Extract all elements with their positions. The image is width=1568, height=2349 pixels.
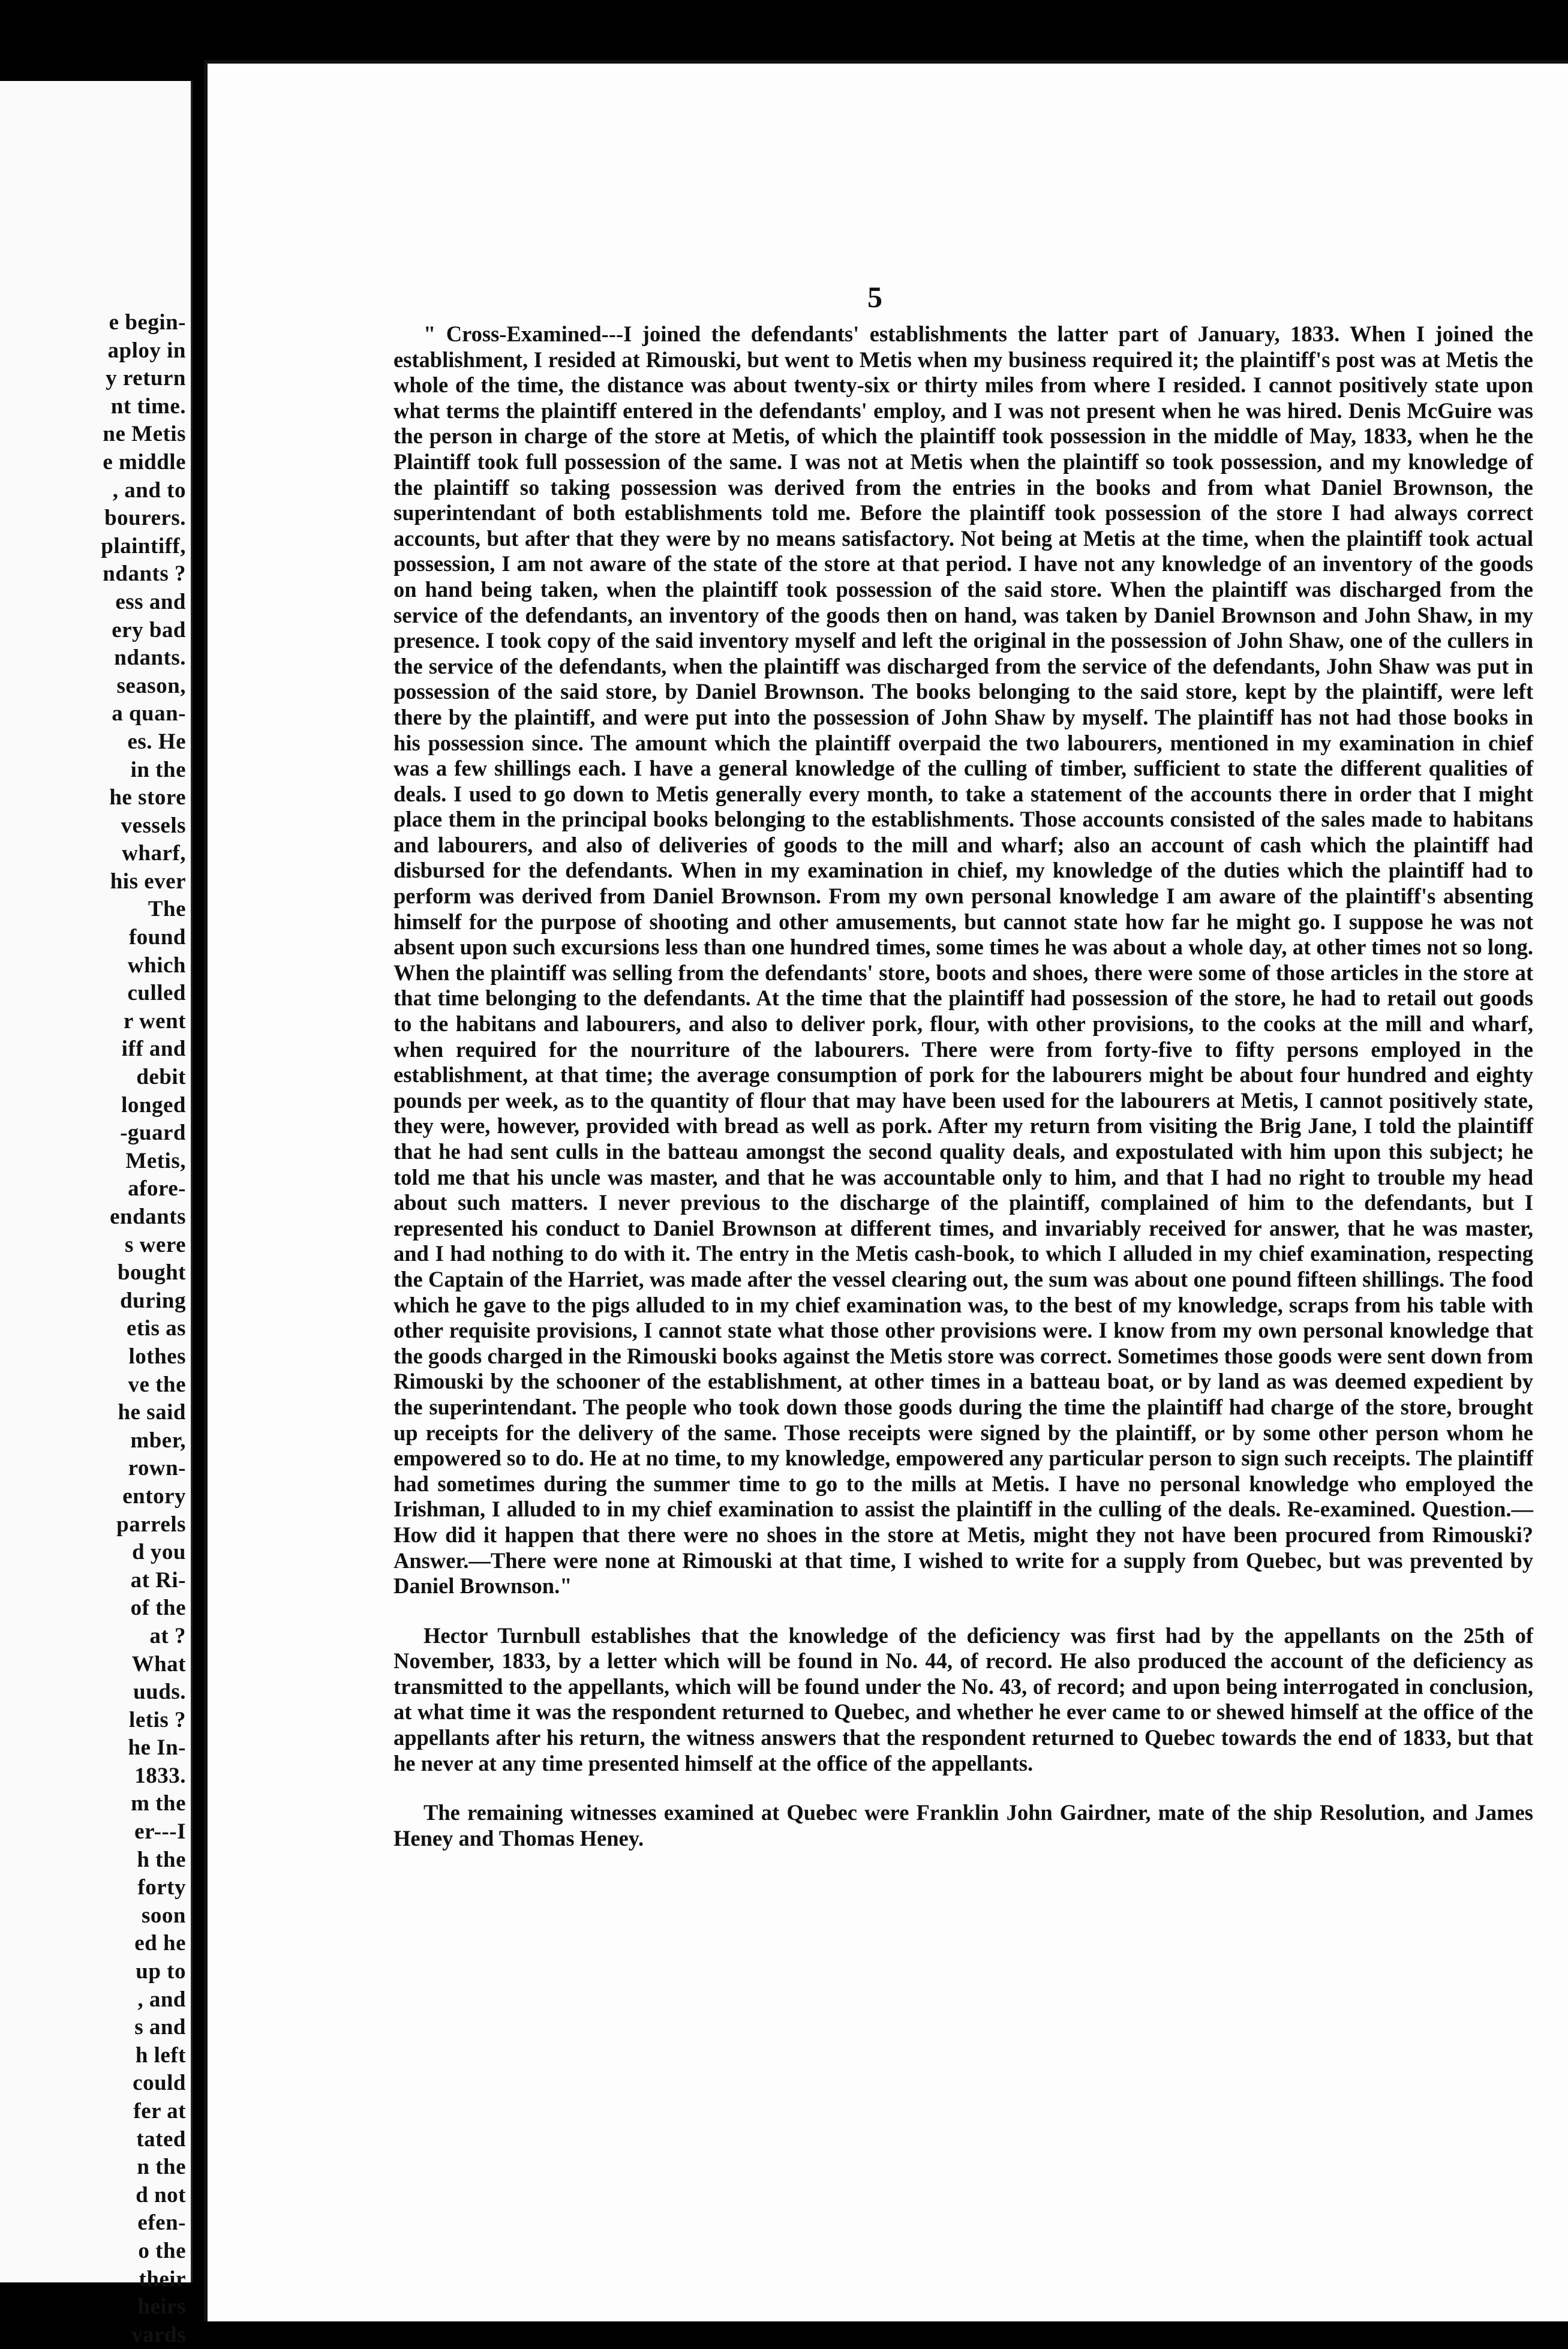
facing-page-line: bourers. xyxy=(104,506,186,531)
facing-page-line: fer at xyxy=(133,2099,186,2123)
facing-page-line: of the xyxy=(130,1596,186,1621)
page-number: 5 xyxy=(867,280,882,314)
facing-page-line: entory xyxy=(122,1483,186,1509)
facing-page-line: r went xyxy=(123,1008,186,1034)
facing-page-line: rown- xyxy=(128,1456,186,1481)
facing-page-line: up to xyxy=(136,1959,186,1984)
facing-page-line: 1833. xyxy=(134,1763,186,1788)
facing-page-line: his ever xyxy=(110,869,186,894)
facing-page-line: vards xyxy=(131,2322,186,2347)
facing-page-line: vessels xyxy=(121,813,186,838)
facing-page-line: ve the xyxy=(128,1372,186,1397)
facing-page-line: heirs xyxy=(137,2294,186,2320)
facing-page-line: What xyxy=(131,1651,186,1677)
facing-page-line: season, xyxy=(116,673,186,698)
facing-page-line: h the xyxy=(137,1847,186,1872)
facing-page-line: h left xyxy=(135,2042,186,2068)
facing-page-line: at Ri- xyxy=(130,1567,186,1593)
turnbull-paragraph: Hector Turnbull establishes that the knowledge of the deficiency was first had by the appellants on the 25th of November, 1833, by a letter which will be found in No. 44, of record. He also produced the account of the deficiency as transmitted to the appellants, which will be found under the No. 43, of record; and upon being interrogated in conclusion, at what time it was the respondent returned to Quebec, and whether he ever came to or shewed himself at the office of the appellants after his return, the witness answers that the respondent returned to Quebec towards the end of 1833, but that he never at any time presented himself at the office of the appellants. xyxy=(393,1623,1533,1776)
facing-page-line: d you xyxy=(132,1540,186,1565)
facing-page-line: he said xyxy=(118,1400,186,1425)
facing-page-line: tated xyxy=(136,2126,186,2152)
remaining-witnesses-paragraph: The remaining witnesses examined at Quebec were Franklin John Gairdner, mate of the ship Resolution, and James Heney and Thomas Heney. xyxy=(393,1800,1533,1851)
facing-page-line: The xyxy=(148,897,186,922)
facing-page-line: uuds. xyxy=(133,1680,186,1705)
facing-page-fragment xyxy=(0,81,193,2347)
facing-page-line: o the xyxy=(138,2238,186,2263)
facing-page-line: afore- xyxy=(128,1176,186,1201)
facing-page-line: ne Metis xyxy=(103,422,186,447)
facing-page-line: debit xyxy=(136,1065,186,1090)
facing-page-line: y return xyxy=(106,366,186,391)
facing-page-line: wharf, xyxy=(122,841,186,866)
document-page xyxy=(204,60,1568,2321)
facing-page-line: during xyxy=(120,1288,186,1313)
facing-page-line: ess and xyxy=(115,589,186,614)
facing-page-line: which xyxy=(127,953,186,978)
facing-page-line: ndants. xyxy=(114,645,186,671)
facing-page-line: at ? xyxy=(149,1623,186,1648)
page-body xyxy=(393,322,1533,1851)
facing-page-line: forty xyxy=(137,1875,186,1900)
facing-page-line: found xyxy=(128,925,186,950)
facing-page-line: their xyxy=(139,2266,186,2291)
facing-page-line: he store xyxy=(109,785,186,810)
facing-page-line: culled xyxy=(127,981,186,1006)
facing-page-line: a quan- xyxy=(112,701,186,726)
facing-page-line: letis ? xyxy=(129,1707,186,1732)
facing-page-line: bought xyxy=(117,1260,186,1285)
facing-page-line: could xyxy=(133,2071,186,2096)
facing-page-line: n the xyxy=(137,2155,186,2180)
facing-page-line: mber, xyxy=(130,1428,186,1453)
facing-page-line: e middle xyxy=(103,449,186,474)
facing-page-line: ery bad xyxy=(112,617,186,642)
facing-page-line: m the xyxy=(131,1791,186,1816)
facing-page-line: Metis, xyxy=(125,1148,186,1173)
facing-page-line: s and xyxy=(134,2015,186,2040)
facing-page-line: ed he xyxy=(134,1931,186,1956)
facing-page-line: soon xyxy=(142,1903,186,1928)
facing-page-line: ndants ? xyxy=(103,561,186,587)
facing-page-line: e begin- xyxy=(109,310,186,335)
facing-page-line: -guard xyxy=(120,1121,186,1146)
facing-page-line: lothes xyxy=(128,1344,186,1369)
facing-page-line: er---I xyxy=(134,1819,186,1845)
facing-page-line: he In- xyxy=(128,1735,186,1761)
facing-page-line: etis as xyxy=(126,1316,186,1341)
facing-page-line: d not xyxy=(136,2182,186,2207)
facing-page-line: es. He xyxy=(127,729,186,754)
facing-page-line: aploy in xyxy=(107,338,186,363)
facing-page-line: longed xyxy=(121,1092,186,1118)
facing-page-line: efen- xyxy=(137,2210,186,2236)
facing-page-line: s were xyxy=(125,1232,186,1257)
facing-page-line: iff and xyxy=(121,1037,186,1062)
facing-page-line: , and to xyxy=(112,477,186,503)
facing-page-line: parrels xyxy=(116,1512,186,1537)
cross-examination-paragraph: " Cross-Examined---I joined the defendants' establishments the latter part of January, 1833. When I joined the establishment, I resided at Rimouski, but went to Metis when my business required it; the plaintiff's post was at Metis the whole of the time, the distance was about twenty-six or thirty miles from where I resided. I cannot positively state upon what terms the plaintiff entered in the defendants' employ, and I was not present when he was hired. Denis McGuire was the person in charge of the store at Metis, of which the plaintiff took possession in the middle of May, 1833, when he the Plaintiff took full possession of the same. I was not at Metis when the plaintiff so took possession, and my knowledge of the plaintiff so taking possession was derived from the entries in the books and from what Daniel Brownson, the superintendant of both establishments told me. Before the plaintiff took possession of the store I had always correct accounts, but after that they were by no means satisfactory. Not being at Metis at the time, when the plaintiff took actual possession, I am not aware of the state of the store at that period. I have not any knowledge of an inventory of the goods on hand being taken, when the plaintiff took possession of the said store. When the plaintiff was discharged from the service of the defendants, an inventory of the goods then on hand, was taken by Daniel Brownson and John Shaw, in my presence. I took copy of the said inventory myself and left the original in the possession of John Shaw, one of the cullers in the service of the defendants, when the plaintiff was discharged from the service of the defendants, John Shaw was put in possession of the said store, by Daniel Brownson. The books belonging to the said store, kept by the plaintiff, were left there by the plaintiff, and were put into the possession of John Shaw by myself. The plaintiff has not had those books in his possession since. The amount which the plaintiff overpaid the two labourers, mentioned in my examination in chief was a few shillings each. I have a general knowledge of the culling of timber, sufficient to state the different qualities of deals. I used to go down to Metis generally every month, to take a statement of the accounts there in order that I might place them in the principal books belonging to the establishments. Those accounts consisted of the sales made to habitans and labourers, and also of deliveries of goods to the mill and wharf; also an account of cash which the plaintiff had disbursed for the defendants. When in my examination in chief, my knowledge of the duties which the plaintiff had to perform was derived from Daniel Brownson. From my own personal knowledge I am aware of the plaintiff's absenting himself for the purpose of shooting and other amusements, but cannot state how far he might go. I suppose he was not absent upon such excursions less than one hundred times, some times he was about a whole day, at other times not so long. When the plaintiff was selling from the defendants' store, boots and shoes, there were some of those articles in the store at that time belonging to the defendants. At the time that the plaintiff had possession of the store, he had to retail out goods to the habitans and labourers, and also to deliver pork, flour, with other provisions, to the cooks at the mill and wharf, when required for the nourriture of the labourers. There were from forty-five to fifty persons employed in the establishment, at that time; the average consumption of pork for the labourers might be about four hundred and eighty pounds per week, as to the quantity of flour that may have been used for the labourers at Metis, I cannot positively state, they were, however, provided with bread as well as pork. After my return from visiting the Brig Jane, I told the plaintiff that he had sent culls in the batteau amongst the second quality deals, and expostulated with him upon this subject; he told me that his uncle was master, and that he was accountable only to him, and that I had no right to trouble my head about such matters. I never previous to the discharge of the plaintiff, complained of him to the defendants, but I represented his conduct to Daniel Brownson at different times, and invariably received for answer, that he was master, and I had nothing to do with it. The entry in the Metis cash-book, to which I alluded in my chief examination, respecting the Captain of the Harriet, was made after the vessel clearing out, the sum was about one pound fifteen shillings. The food which he gave to the pigs alluded to in my chief examination was, to the best of my knowledge, scraps from his table with other requisite provisions, I cannot state what those other provisions were. I know from my own personal knowledge that the goods charged in the Rimouski books against the Metis store was correct. Sometimes those goods were sent down from Rimouski by the schooner of the establishment, at other times in a batteau boat, or by land as was deemed expedient by the superintendant. The people who took down those goods during the time the plaintiff had charge of the store, brought up receipts for the delivery of the same. Those receipts were signed by the plaintiff, or by some other person whom he empowered so to do. He at no time, to my knowledge, empowered any particular person to sign such receipts. The plaintiff had sometimes during the summer time to go to the mills at Metis. I have no personal knowledge who employed the Irishman, I alluded to in my chief examination to assist the plaintiff in the culling of the deals. Re-examined. Question.—How did it happen that there were no shoes in the store at Metis, might they not have been procured from Rimouski? Answer.—There were none at Rimouski at that time, I wished to write for a supply from Quebec, but was prevented by Daniel Brownson." xyxy=(393,322,1533,1599)
facing-page-line: plaintiff, xyxy=(101,533,186,558)
facing-page-line: , and xyxy=(137,1987,186,2012)
facing-page-line: in the xyxy=(130,757,186,782)
facing-page-text xyxy=(6,309,186,2349)
facing-page-line: endants xyxy=(110,1204,186,1229)
facing-page-line: nt time. xyxy=(110,393,186,419)
